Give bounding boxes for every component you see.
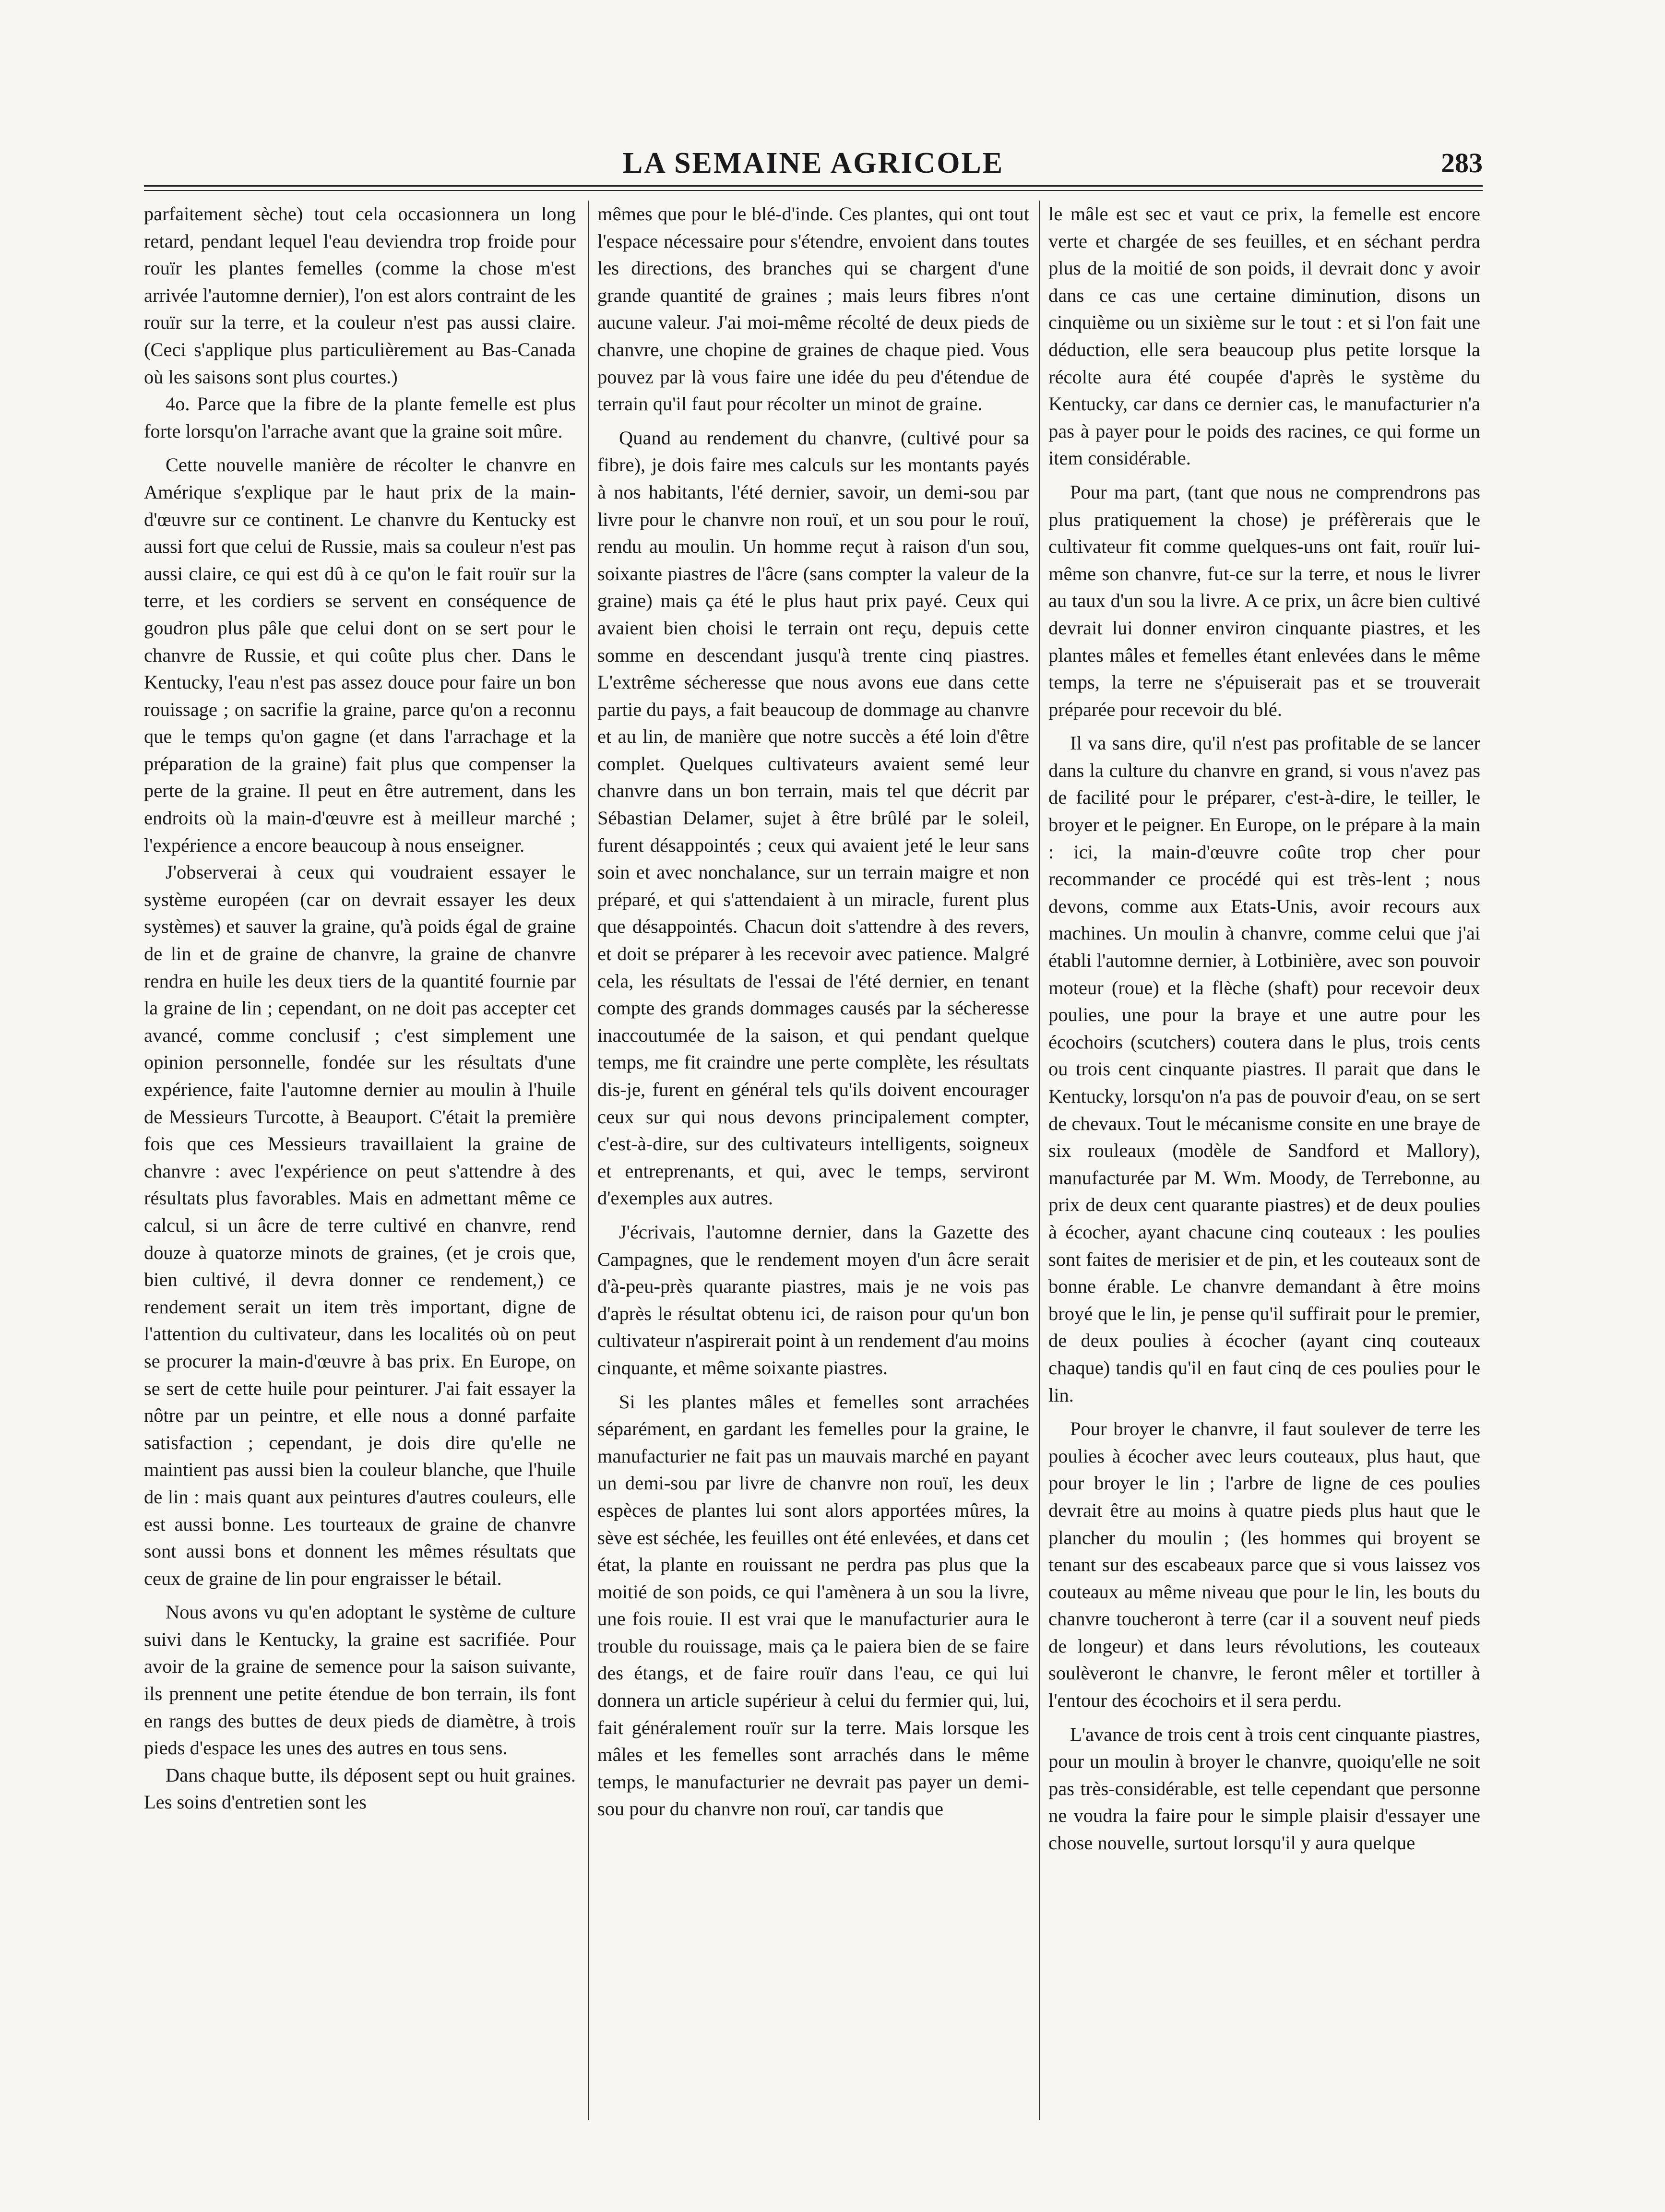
column-divider (588, 201, 589, 2120)
paragraph: le mâle est sec et vaut ce prix, la femelle est encore verte et chargée de ses feuilles, et en séchant perdra plus de la moitié de son poids, il devrait donc y avoir dans ce cas une certaine diminution, disons un cinquième ou un sixième sur le tout : et si l'on fait une déduction, elle sera beaucoup plus petite lorsque la récolte aura été coupée d'après le système du Kentucky, car dans ce dernier cas, le manufacturier n'a pas à payer pour le poids des racines, ce qui forme un item considérable. (1048, 203, 1480, 469)
text-column-1 (144, 201, 576, 2129)
paragraph: Nous avons vu qu'en adoptant le système de culture suivi dans le Kentucky, la graine est sacrifiée. Pour avoir de la graine de semence pour la saison suivante, ils prennent une petite étendue de bon terrain, ils font en rangs des buttes de deux pieds de diamètre, à trois pieds d'espace les unes des autres en tous sens. (144, 1601, 576, 1759)
paragraph: parfaitement sèche) tout cela occasionnera un long retard, pendant lequel l'eau deviendra trop froide pour rouïr les plantes femelles (comme la chose m'est arrivée l'automne dernier), l'on est alors contraint de les rouïr sur la terre, et la couleur n'est pas aussi claire. (Ceci s'applique plus particulièrement au Bas-Canada où les saisons sont plus courtes.) (144, 203, 576, 388)
column-divider (1039, 201, 1040, 2120)
header-rule-thick (144, 185, 1483, 187)
page-number: 283 (1441, 147, 1483, 178)
header-rule-thin (144, 190, 1483, 191)
paragraph: Quand au rendement du chanvre, (cultivé pour sa fibre), je dois faire mes calculs sur les montants payés à nos habitants, l'été dernier, savoir, un demi-sou par livre pour le chanvre non rouï, et un sou pour le rouï, rendu au moulin. Un homme reçut à raison d'un sou, soixante piastres de l'âcre (sans compter la valeur de la graine) mais ça été le plus haut prix payé. Ceux qui avaient bien choisi le terrain ont reçu, depuis cette somme en descendant jusqu'à trente cinq piastres. L'extrême sécheresse que nous avons eue dans cette partie du pays, a fait beaucoup de dommage au chanvre et au lin, de manière que notre succès a été loin d'être complet. Quelques cultivateurs avaient semé leur chanvre dans un bon terrain, mais tel que décrit par Sébastian Delamer, sujet à être brûlé par le soleil, furent désappointés ; ceux qui avaient jeté le leur sans soin et avec nonchalance, sur un terrain maigre et non préparé, et qui s'attendaient à un miracle, furent plus que désappointés. Chacun doit s'attendre à des revers, et doit se préparer à les recevoir avec patience. Malgré cela, les résultats de l'essai de l'été dernier, en tenant compte des grands dommages causés par la sécheresse inaccoutumée de la saison, et qui pendant quelque temps, me fit craindre une perte complète, les résultats dis-je, furent en général tels qu'ils doivent encourager ceux sur qui nous devons principalement compter, c'est-à-dire, sur des cultivateurs intelligents, soigneux et entreprenants, et qui, avec le temps, serviront d'exemples aux autres. (597, 427, 1029, 1209)
paragraph: Il va sans dire, qu'il n'est pas profitable de se lancer dans la culture du chanvre en grand, si vous n'avez pas de facilité pour le préparer, c'est-à-dire, le teiller, le broyer et le peigner. En Europe, on le prépare à la main : ici, la main-d'œuvre coûte trop cher pour recommander ce procédé qui est très-lent ; nous devons, comme aux Etats-Unis, avoir recours aux machines. Un moulin à chanvre, comme celui que j'ai établi l'automne dernier, à Lotbinière, avec son pouvoir moteur (roue) et la flèche (shaft) pour recevoir deux poulies, une pour la braye et une autre pour les écochoirs (scutchers) coutera dans le plus, trois cents ou trois cent cinquante piastres. Il parait que dans le Kentucky, lorsqu'on n'a pas de pouvoir d'eau, on se sert de chevaux. Tout le mécanisme consite en une braye de six rouleaux (modèle de Sandford et Mallory), manufacturée par M. Wm. Moody, de Terrebonne, au prix de deux cent quarante piastres) et de deux poulies à écocher, ayant chacune cinq couteaux : les poulies sont faites de merisier et de pin, et les couteaux sont de bonne érable. Le chanvre demandant à être moins broyé que le lin, je pense qu'il suffirait pour le premier, de deux poulies à écocher (ayant cinq couteaux chaque) tandis qu'il en faut cinq de ces poulies pour le lin. (1048, 732, 1480, 1406)
paragraph: Si les plantes mâles et femelles sont arrachées séparément, en gardant les femelles pour la graine, le manufacturier ne fait pas un mauvais marché en payant un demi-sou par livre de chanvre non rouï, les deux espèces de plantes lui sont alors apportées mûres, la sève est séchée, les feuilles ont été enlevées, et dans cet état, la plante en rouissant ne perdra pas plus que la moitié de son poids, ce qui l'amènera à un sou la livre, une fois rouie. Il est vrai que le manufacturier aura le trouble du rouissage, mais ça le paiera bien de se faire des étangs, et de faire rouïr dans l'eau, ce qui lui donnera un article supérieur à celui du fermier qui, lui, fait généralement rouïr sur la terre. Mais lorsque les mâles et les femelles sont arrachés dans le même temps, le manufacturier ne devrait pas payer un demi-sou pour du chanvre non rouï, car tandis que (597, 1391, 1029, 1820)
paragraph: Dans chaque butte, ils déposent sept ou huit graines. Les soins d'entretien sont les (144, 1764, 576, 1813)
page-header (144, 144, 1483, 182)
paragraph: J'écrivais, l'automne dernier, dans la Gazette des Campagnes, que le rendement moyen d'un âcre serait d'à-peu-près quarante piastres, mais je ne vois pas d'après le résultat obtenu ici, de raison pour qu'un bon cultivateur n'aspirerait point à un rendement d'au moins cinquante, et même soixante piastres. (597, 1221, 1029, 1379)
paragraph: mêmes que pour le blé-d'inde. Ces plantes, qui ont tout l'espace nécessaire pour s'étendre, envoient dans toutes les directions, des branches qui se chargent d'une grande quantité de graines ; mais leurs fibres n'ont aucune valeur. J'ai moi-même récolté de deux pieds de chanvre, une chopine de graines de chaque pied. Vous pouvez par là vous faire une idée du peu d'étendue de terrain qu'il faut pour récolter un minot de graine. (597, 203, 1029, 415)
paragraph: Cette nouvelle manière de récolter le chanvre en Amérique s'explique par le haut prix de la main-d'œuvre sur ce continent. Le chanvre du Kentucky est aussi fort que celui de Russie, mais sa couleur n'est pas aussi claire, ce qui est dû à ce qu'on le fait rouïr sur la terre, et les cordiers se servent en conséquence de goudron plus pâle que celui dont on se sert pour le chanvre de Russie, et qui coûte plus cher. Dans le Kentucky, l'eau n'est pas assez douce pour faire un bon rouissage ; on sacrifie la graine, parce qu'on a reconnu que le temps qu'on gagne (et dans l'arrachage et la préparation de la graine) fait plus que compenser la perte de la graine. Il peut en être autrement, dans les endroits où la main-d'œuvre est à meilleur marché ; l'expérience a encore beaucoup à nous enseigner. (144, 454, 576, 856)
text-column-3 (1048, 201, 1480, 2129)
paragraph: Pour broyer le chanvre, il faut soulever de terre les poulies à écocher avec leurs couteaux, plus haut, que pour broyer le lin ; l'arbre de ligne de ces poulies devrait être au moins à quatre pieds plus haut que le plancher du moulin ; (les hommes qui broyent se tenant sur des escabeaux parce que si vous laissez vos couteaux au même niveau que pour le lin, les bouts du chanvre toucheront à terre (car il a souvent neuf pieds de longeur) et dans leurs révolutions, les couteaux soulèveront le chanvre, le feront mêler et tortiller à l'entour des écochoirs et il sera perdu. (1048, 1418, 1480, 1712)
paragraph: Pour ma part, (tant que nous ne comprendrons pas plus pratiquement la chose) je préfèrerais que le cultivateur fit comme quelques-uns ont fait, rouïr lui-même son chanvre, fut-ce sur la terre, et nous le livrer au taux d'un sou la livre. A ce prix, un âcre bien cultivé devrait lui donner environ cinquante piastres, et les plantes mâles et femelles étant enlevées dans le même temps, la terre ne s'épuiserait pas et se trouverait préparée pour recevoir du blé. (1048, 481, 1480, 720)
paragraph: L'avance de trois cent à trois cent cinquante piastres, pour un moulin à broyer le chanvre, quoiqu'elle ne soit pas très-considérable, est telle cependant que personne ne voudra la faire pour le simple plaisir d'essayer une chose nouvelle, surtout lorsqu'il y aura quelque (1048, 1723, 1480, 1854)
paragraph: 4o. Parce que la fibre de la plante femelle est plus forte lorsqu'on l'arrache avant que la graine soit mûre. (144, 393, 576, 442)
journal-title: LA SEMAINE AGRICOLE (622, 147, 1004, 179)
paragraph: J'observerai à ceux qui voudraient essayer le système européen (car on devrait essayer les deux systèmes) et sauver la graine, qu'à poids égal de graine de lin et de graine de chanvre, la graine de chanvre rendra en huile les deux tiers de la quantité fournie par la graine de lin ; cependant, on ne doit pas accepter cet avancé, comme conclusif ; c'est simplement une opinion personnelle, fondée sur les résultats d'une expérience, faite l'automne dernier au moulin à l'huile de Messieurs Turcotte, à Beauport. C'était la première fois que ces Messieurs travaillaient la graine de chanvre : avec l'expérience on peut s'attendre à des résultats plus favorables. Mais en admettant même ce calcul, si un âcre de terre cultivé en chanvre, rend douze à quatorze minots de graines, (et je crois que, bien cultivé, il devra donner ce rendement,) ce rendement serait un item très important, digne de l'attention du cultivateur, dans les localités où on peut se procurer la main-d'œuvre à bas prix. En Europe, on se sert de cette huile pour peinturer. J'ai fait essayer la nôtre par un peintre, et elle nous a donné parfaite satisfaction ; cependant, je dois dire qu'elle ne maintient pas aussi bien la couleur blanche, que l'huile de lin : mais quant aux peintures d'autres couleurs, elle est aussi bonne. Les tourteaux de graine de chanvre sont aussi bons et donnent les mêmes résultats que ceux de graine de lin pour engraisser le bétail. (144, 861, 576, 1589)
text-column-2 (597, 201, 1029, 2129)
